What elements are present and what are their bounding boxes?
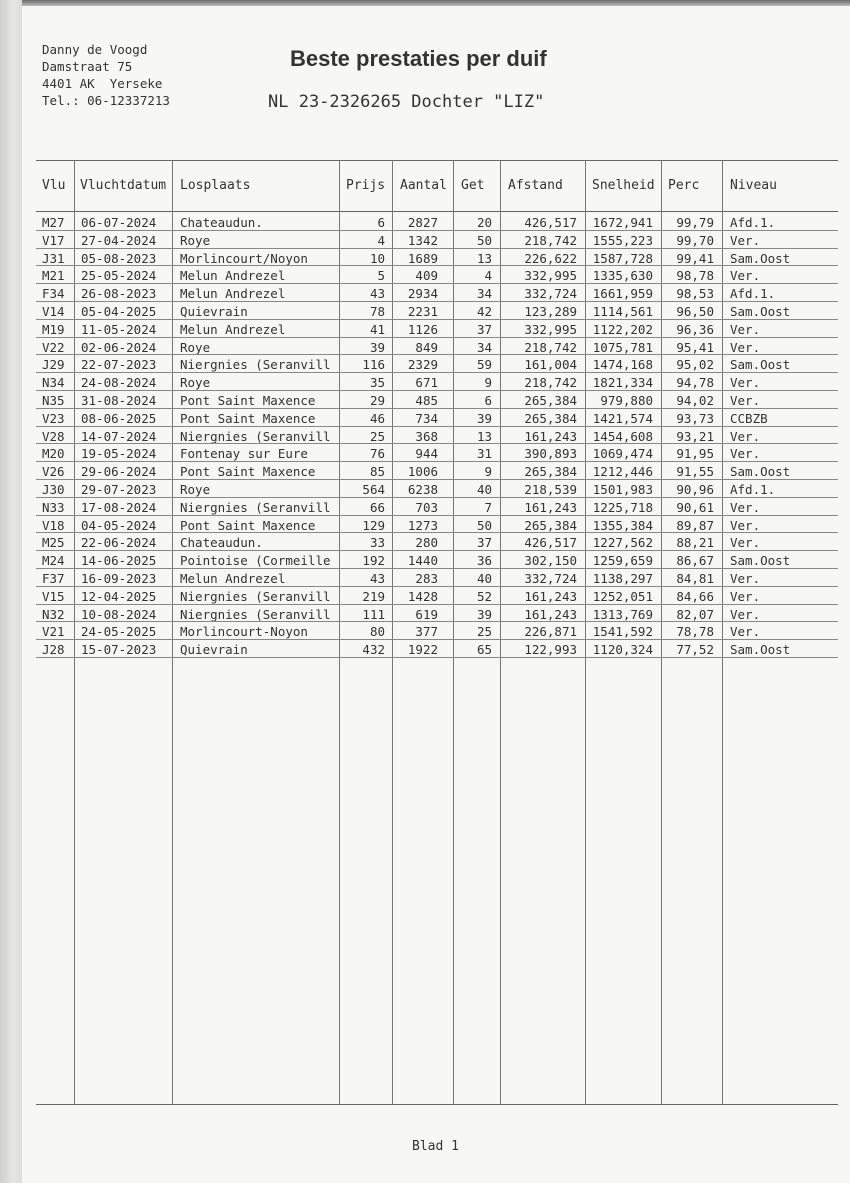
cell-prize: 41 (369, 321, 385, 337)
cell-distance: 265,384 (524, 517, 577, 533)
cell-prize: 85 (369, 464, 385, 480)
table-top-rule (36, 160, 838, 161)
cell-speed: 1421,574 (592, 410, 653, 426)
cell-count: 1428 (407, 588, 438, 604)
cell-vlu: J30 (42, 482, 65, 497)
cell-get: 13 (476, 428, 492, 444)
header-perc: Perc (668, 178, 700, 193)
cell-place: Roye (180, 482, 211, 497)
cell-prize: 432 (362, 642, 385, 658)
cell-vlu: M27 (42, 215, 65, 230)
cell-date: 16-09-2023 (81, 571, 157, 586)
cell-vlu: V17 (42, 232, 65, 248)
binder-edge (0, 0, 22, 1183)
cell-count: 1689 (407, 250, 438, 266)
cell-get: 39 (476, 606, 492, 622)
cell-speed: 1501,983 (592, 482, 653, 497)
cell-date: 11-05-2024 (81, 321, 157, 337)
cell-distance: 332,724 (524, 286, 577, 302)
cell-vlu: F34 (42, 286, 65, 302)
cell-count: 6238 (407, 482, 438, 497)
cell-count: 280 (415, 535, 438, 551)
owner-street: Damstraat 75 (42, 59, 133, 74)
cell-count: 671 (415, 375, 438, 391)
table-row (36, 587, 838, 605)
table-row (36, 516, 838, 534)
cell-prize: 43 (369, 571, 385, 586)
cell-get: 65 (476, 642, 492, 658)
cell-prize: 219 (362, 588, 385, 604)
cell-place: Chateaudun. (180, 215, 263, 230)
cell-place: Niergnies (Seranvill (180, 606, 331, 622)
cell-date: 05-04-2025 (81, 304, 157, 319)
cell-distance: 218,742 (524, 232, 577, 248)
cell-vlu: V15 (42, 588, 65, 604)
cell-date: 31-08-2024 (81, 393, 157, 408)
cell-count: 703 (415, 499, 438, 515)
cell-distance: 123,289 (524, 304, 577, 319)
cell-prize: 80 (369, 624, 385, 640)
table-row (36, 533, 838, 551)
table-row (36, 640, 838, 658)
cell-speed: 1661,959 (592, 286, 653, 302)
cell-distance: 302,150 (524, 553, 577, 569)
cell-level: Ver. (730, 517, 761, 533)
cell-distance: 426,517 (524, 535, 577, 551)
cell-place: Melun Andrezel (180, 286, 286, 302)
cell-vlu: M19 (42, 321, 65, 337)
cell-place: Quievrain (180, 642, 248, 658)
cell-count: 368 (415, 428, 438, 444)
cell-distance: 122,993 (524, 642, 577, 658)
cell-speed: 1138,297 (592, 571, 653, 586)
cell-speed: 1259,659 (592, 553, 653, 569)
cell-prize: 33 (369, 535, 385, 551)
cell-get: 6 (484, 393, 492, 408)
cell-perc: 94,78 (676, 375, 714, 391)
cell-perc: 89,87 (676, 517, 714, 533)
cell-get: 7 (484, 499, 492, 515)
cell-perc: 96,36 (676, 321, 714, 337)
cell-level: Ver. (730, 535, 761, 551)
cell-place: Pont Saint Maxence (180, 464, 316, 480)
cell-level: Ver. (730, 499, 761, 515)
cell-count: 485 (415, 393, 438, 408)
cell-date: 14-07-2024 (81, 428, 157, 444)
cell-get: 50 (476, 517, 492, 533)
cell-vlu: N33 (42, 499, 65, 515)
cell-date: 29-07-2023 (81, 482, 157, 497)
cell-count: 283 (415, 571, 438, 586)
cell-perc: 77,52 (676, 642, 714, 658)
cell-distance: 218,742 (524, 375, 577, 391)
cell-level: Sam.Oost (730, 642, 791, 658)
cell-get: 40 (476, 482, 492, 497)
cell-perc: 94,02 (676, 393, 714, 408)
cell-level: Afd.1. (730, 482, 776, 497)
cell-prize: 10 (369, 250, 385, 266)
header-distance: Afstand (508, 178, 563, 193)
table-header-rule (36, 211, 838, 212)
cell-get: 13 (476, 250, 492, 266)
cell-perc: 88,21 (676, 535, 714, 551)
cell-level: Ver. (730, 428, 761, 444)
cell-speed: 1114,561 (592, 304, 653, 319)
cell-vlu: V21 (42, 624, 65, 640)
table-bottom-rule (36, 1104, 838, 1105)
cell-place: Chateaudun. (180, 535, 263, 551)
cell-place: Niergnies (Seranvill (180, 428, 331, 444)
cell-prize: 564 (362, 482, 385, 497)
cell-speed: 1541,592 (592, 624, 653, 640)
cell-date: 04-05-2024 (81, 517, 157, 533)
row-rule (36, 657, 838, 658)
cell-distance: 265,384 (524, 410, 577, 426)
cell-get: 52 (476, 588, 492, 604)
cell-count: 734 (415, 410, 438, 426)
cell-distance: 226,871 (524, 624, 577, 640)
page-title: Beste prestaties per duif (290, 46, 547, 71)
cell-distance: 265,384 (524, 393, 577, 408)
cell-vlu: N32 (42, 606, 65, 622)
cell-place: Pont Saint Maxence (180, 410, 316, 426)
cell-perc: 86,67 (676, 553, 714, 569)
cell-level: Sam.Oost (730, 357, 791, 373)
cell-distance: 265,384 (524, 464, 577, 480)
cell-date: 19-05-2024 (81, 446, 157, 462)
cell-distance: 161,243 (524, 588, 577, 604)
cell-get: 9 (484, 464, 492, 480)
table-row (36, 249, 838, 267)
cell-perc: 99,70 (676, 232, 714, 248)
cell-count: 944 (415, 446, 438, 462)
cell-level: Ver. (730, 339, 761, 355)
table-row (36, 231, 838, 249)
cell-place: Quievrain (180, 304, 248, 319)
cell-place: Melun Andrezel (180, 268, 286, 284)
cell-count: 409 (415, 268, 438, 284)
cell-level: Ver. (730, 321, 761, 337)
cell-perc: 99,41 (676, 250, 714, 266)
cell-place: Melun Andrezel (180, 571, 286, 586)
cell-prize: 66 (369, 499, 385, 515)
cell-perc: 95,41 (676, 339, 714, 355)
cell-place: Roye (180, 339, 211, 355)
cell-get: 31 (476, 446, 492, 462)
cell-perc: 98,53 (676, 286, 714, 302)
cell-perc: 78,78 (676, 624, 714, 640)
cell-perc: 93,21 (676, 428, 714, 444)
cell-level: Sam.Oost (730, 304, 791, 319)
cell-date: 26-08-2023 (81, 286, 157, 302)
cell-count: 619 (415, 606, 438, 622)
cell-prize: 76 (369, 446, 385, 462)
table-row (36, 409, 838, 427)
cell-distance: 332,995 (524, 268, 577, 284)
cell-get: 9 (484, 375, 492, 391)
cell-count: 377 (415, 624, 438, 640)
header-level: Niveau (730, 178, 777, 193)
cell-prize: 35 (369, 375, 385, 391)
cell-date: 29-06-2024 (81, 464, 157, 480)
cell-get: 39 (476, 410, 492, 426)
cell-perc: 99,79 (676, 215, 714, 230)
cell-speed: 1672,941 (592, 215, 653, 230)
cell-distance: 161,243 (524, 606, 577, 622)
table-row (36, 213, 838, 231)
cell-speed: 1069,474 (592, 446, 653, 462)
cell-level: Ver. (730, 232, 761, 248)
cell-perc: 96,50 (676, 304, 714, 319)
cell-speed: 1225,718 (592, 499, 653, 515)
cell-level: Ver. (730, 375, 761, 391)
cell-speed: 1335,630 (592, 268, 653, 284)
cell-prize: 46 (369, 410, 385, 426)
cell-date: 22-07-2023 (81, 357, 157, 373)
cell-get: 59 (476, 357, 492, 373)
cell-count: 1126 (407, 321, 438, 337)
header-date: Vluchtdatum (80, 178, 167, 193)
cell-level: Sam.Oost (730, 464, 791, 480)
cell-distance: 218,742 (524, 339, 577, 355)
cell-count: 1440 (407, 553, 438, 569)
cell-count: 2827 (407, 215, 438, 230)
pigeon-id: NL 23-2326265 Dochter "LIZ" (268, 92, 545, 112)
cell-get: 42 (476, 304, 492, 319)
cell-get: 34 (476, 286, 492, 302)
cell-get: 20 (476, 215, 492, 230)
cell-perc: 82,07 (676, 606, 714, 622)
cell-prize: 192 (362, 553, 385, 569)
cell-prize: 129 (362, 517, 385, 533)
cell-distance: 332,724 (524, 571, 577, 586)
cell-level: Ver. (730, 393, 761, 408)
table-row (36, 444, 838, 462)
cell-level: Ver. (730, 571, 761, 586)
cell-date: 14-06-2025 (81, 553, 157, 569)
cell-date: 05-08-2023 (81, 250, 157, 266)
cell-place: Niergnies (Seranvill (180, 588, 331, 604)
cell-vlu: M25 (42, 535, 65, 551)
cell-speed: 1454,608 (592, 428, 653, 444)
table-row (36, 605, 838, 623)
owner-address (42, 41, 170, 109)
cell-speed: 1212,446 (592, 464, 653, 480)
cell-perc: 90,96 (676, 482, 714, 497)
table-row (36, 462, 838, 480)
cell-speed: 1821,334 (592, 375, 653, 391)
cell-distance: 161,004 (524, 357, 577, 373)
header-speed: Snelheid (592, 178, 655, 193)
table-row (36, 569, 838, 587)
cell-get: 25 (476, 624, 492, 640)
cell-prize: 39 (369, 339, 385, 355)
cell-level: CCBZB (730, 410, 768, 426)
cell-distance: 332,995 (524, 321, 577, 337)
cell-date: 15-07-2023 (81, 642, 157, 658)
cell-vlu: V26 (42, 464, 65, 480)
cell-vlu: F37 (42, 571, 65, 586)
header-place: Losplaats (180, 178, 251, 193)
cell-distance: 161,243 (524, 428, 577, 444)
cell-place: Morlincourt-Noyon (180, 624, 308, 640)
table-row (36, 480, 838, 498)
cell-level: Ver. (730, 268, 761, 284)
cell-date: 24-08-2024 (81, 375, 157, 391)
table-row (36, 427, 838, 445)
cell-perc: 93,73 (676, 410, 714, 426)
cell-place: Niergnies (Seranvill (180, 357, 331, 373)
owner-city: 4401 AK Yerseke (42, 76, 163, 91)
cell-vlu: M20 (42, 446, 65, 462)
header-get: Get (461, 178, 485, 193)
cell-level: Ver. (730, 624, 761, 640)
cell-speed: 1252,051 (592, 588, 653, 604)
cell-prize: 78 (369, 304, 385, 319)
cell-date: 12-04-2025 (81, 588, 157, 604)
cell-vlu: J31 (42, 250, 65, 266)
cell-speed: 979,880 (600, 393, 653, 408)
cell-prize: 25 (369, 428, 385, 444)
cell-date: 17-08-2024 (81, 499, 157, 515)
cell-count: 849 (415, 339, 438, 355)
cell-vlu: M21 (42, 268, 65, 284)
cell-level: Ver. (730, 588, 761, 604)
table-row (36, 498, 838, 516)
cell-distance: 218,539 (524, 482, 577, 497)
cell-speed: 1227,562 (592, 535, 653, 551)
cell-distance: 161,243 (524, 499, 577, 515)
table-row (36, 355, 838, 373)
owner-name: Danny de Voogd (42, 42, 148, 57)
cell-vlu: N35 (42, 393, 65, 408)
cell-speed: 1075,781 (592, 339, 653, 355)
cell-place: Melun Andrezel (180, 321, 286, 337)
cell-vlu: V23 (42, 410, 65, 426)
cell-count: 2231 (407, 304, 438, 319)
cell-get: 37 (476, 535, 492, 551)
cell-get: 4 (484, 268, 492, 284)
table-row (36, 266, 838, 284)
cell-perc: 84,66 (676, 588, 714, 604)
cell-prize: 4 (377, 232, 385, 248)
cell-level: Sam.Oost (730, 250, 791, 266)
cell-count: 1922 (407, 642, 438, 658)
cell-date: 25-05-2024 (81, 268, 157, 284)
cell-place: Roye (180, 375, 211, 391)
cell-count: 1006 (407, 464, 438, 480)
cell-place: Fontenay sur Eure (180, 446, 308, 462)
cell-vlu: V14 (42, 304, 65, 319)
cell-place: Pointoise (Cormeille (180, 553, 331, 569)
cell-level: Afd.1. (730, 215, 776, 230)
header-vlu: Vlu (42, 178, 66, 193)
cell-count: 2934 (407, 286, 438, 302)
cell-place: Niergnies (Seranvill (180, 499, 331, 515)
cell-get: 50 (476, 232, 492, 248)
cell-perc: 84,81 (676, 571, 714, 586)
cell-speed: 1313,769 (592, 606, 653, 622)
cell-vlu: V22 (42, 339, 65, 355)
cell-speed: 1122,202 (592, 321, 653, 337)
cell-vlu: J28 (42, 642, 65, 658)
cell-vlu: J29 (42, 357, 65, 373)
cell-distance: 426,517 (524, 215, 577, 230)
cell-place: Pont Saint Maxence (180, 517, 316, 533)
cell-get: 37 (476, 321, 492, 337)
cell-date: 22-06-2024 (81, 535, 157, 551)
cell-date: 06-07-2024 (81, 215, 157, 230)
owner-phone: Tel.: 06-12337213 (42, 93, 170, 108)
cell-count: 1273 (407, 517, 438, 533)
cell-get: 34 (476, 339, 492, 355)
table-row (36, 551, 838, 569)
table-row (36, 622, 838, 640)
cell-get: 40 (476, 571, 492, 586)
header-prize: Prijs (346, 178, 386, 193)
cell-prize: 29 (369, 393, 385, 408)
cell-date: 08-06-2025 (81, 410, 157, 426)
cell-speed: 1355,384 (592, 517, 653, 533)
cell-date: 27-04-2024 (81, 232, 157, 248)
cell-level: Ver. (730, 606, 761, 622)
cell-count: 2329 (407, 357, 438, 373)
cell-distance: 390,893 (524, 446, 577, 462)
header-count: Aantal (400, 178, 447, 193)
cell-date: 02-06-2024 (81, 339, 157, 355)
page-number: Blad 1 (412, 1139, 459, 1154)
cell-perc: 91,55 (676, 464, 714, 480)
cell-level: Ver. (730, 446, 761, 462)
cell-perc: 98,78 (676, 268, 714, 284)
cell-prize: 111 (362, 606, 385, 622)
table-row (36, 320, 838, 338)
cell-prize: 116 (362, 357, 385, 373)
cell-level: Sam.Oost (730, 553, 791, 569)
cell-date: 24-05-2025 (81, 624, 157, 640)
cell-vlu: N34 (42, 375, 65, 391)
cell-speed: 1555,223 (592, 232, 653, 248)
cell-speed: 1474,168 (592, 357, 653, 373)
cell-place: Morlincourt/Noyon (180, 250, 308, 266)
cell-vlu: M24 (42, 553, 65, 569)
cell-perc: 90,61 (676, 499, 714, 515)
table-row (36, 391, 838, 409)
table-row (36, 338, 838, 356)
cell-distance: 226,622 (524, 250, 577, 266)
table-row (36, 373, 838, 391)
cell-count: 1342 (407, 232, 438, 248)
table-row (36, 284, 838, 302)
table-row (36, 302, 838, 320)
cell-date: 10-08-2024 (81, 606, 157, 622)
cell-place: Roye (180, 232, 211, 248)
cell-get: 36 (476, 553, 492, 569)
cell-vlu: V28 (42, 428, 65, 444)
cell-vlu: V18 (42, 517, 65, 533)
cell-speed: 1587,728 (592, 250, 653, 266)
cell-level: Afd.1. (730, 286, 776, 302)
cell-speed: 1120,324 (592, 642, 653, 658)
cell-prize: 5 (377, 268, 385, 284)
cell-perc: 95,02 (676, 357, 714, 373)
cell-place: Pont Saint Maxence (180, 393, 316, 408)
cell-prize: 6 (377, 215, 385, 230)
cell-prize: 43 (369, 286, 385, 302)
cell-perc: 91,95 (676, 446, 714, 462)
